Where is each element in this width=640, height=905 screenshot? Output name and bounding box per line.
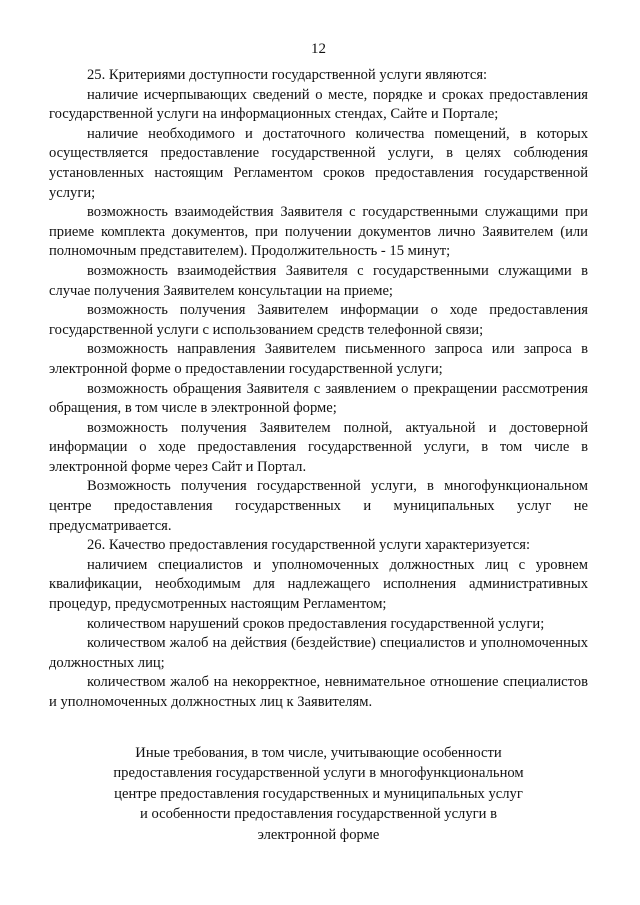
paragraph-phone-info: возможность получения Заявителем информации о ходе предоставления государственной услуги с использованием средств телефонной связи;: [49, 302, 588, 338]
heading-line: электронной форме: [257, 826, 380, 843]
paragraph-complaints-attitude: количеством жалоб на некорректное, невнимательное отношение специалистов и уполномоченных должностных лиц к Заявителям.: [49, 674, 588, 710]
paragraph-premises: наличие необходимого и достаточного количества помещений, в которых осуществляется предоставление государственной услуги, в целях соблюдения установленных настоящим Регламентом сроков предоставления государственной услуги;: [49, 125, 588, 201]
paragraph-written-request: возможность направления Заявителем письменного запроса или запроса в электронной форме о предоставлении государственной услуги;: [49, 341, 588, 377]
paragraph-violations: количеством нарушений сроков предоставления государственной услуги;: [87, 615, 545, 632]
paragraph-criteria-intro: 25. Критериями доступности государственной услуги являются:: [87, 67, 488, 83]
paragraph-info-availability: наличие исчерпывающих сведений о месте, порядке и сроках предоставления государственной услуги на информационных стендах, Сайте и Портале;: [49, 86, 588, 123]
document-body: [49, 66, 588, 713]
page-number: 12: [311, 41, 326, 57]
paragraph-interaction-documents: возможность взаимодействия Заявителя с государственными служащими при приеме комплекта документов, при получении документов лично Заявителем (или полномочным представителем). Продолжительность - 15 минут;: [49, 204, 588, 260]
paragraph-mfc: Возможность получения государственной услуги, в многофункциональном центре предоставления государственных и муниципальных услуг не предусматривается.: [49, 478, 588, 534]
heading-line: и особенности предоставления государственной услуги в: [140, 806, 497, 823]
paragraph-termination-request: возможность обращения Заявителя с заявлением о прекращении рассмотрения обращения, в том числе в электронной форме;: [49, 380, 588, 417]
paragraph-complaints-actions: количеством жалоб на действия (бездействие) специалистов и уполномоченных должностных лиц;: [49, 635, 588, 671]
heading-line: предоставления государственной услуги в многофункциональном: [113, 765, 524, 782]
paragraph-quality-intro: 26. Качество предоставления государственной услуги характеризуется:: [87, 537, 531, 554]
section-heading: [49, 743, 588, 846]
paragraph-full-info: возможность получения Заявителем полной, актуальной и достоверной информации о ходе предоставления государственной услуги, в том числе в электронной форме через Сайт и Портал.: [49, 419, 588, 475]
paragraph-specialists: наличием специалистов и уполномоченных должностных лиц с уровнем квалификации, необходимым для надлежащего исполнения административных процедур, предусмотренных настоящим Регламентом;: [49, 556, 588, 613]
heading-line: Иные требования, в том числе, учитывающие особенности: [135, 744, 502, 761]
paragraph-interaction-consultation: возможность взаимодействия Заявителя с государственными служащими в случае получения Заявителем консультации на приеме;: [49, 262, 588, 299]
heading-line: центре предоставления государственных и муниципальных услуг: [114, 785, 523, 802]
